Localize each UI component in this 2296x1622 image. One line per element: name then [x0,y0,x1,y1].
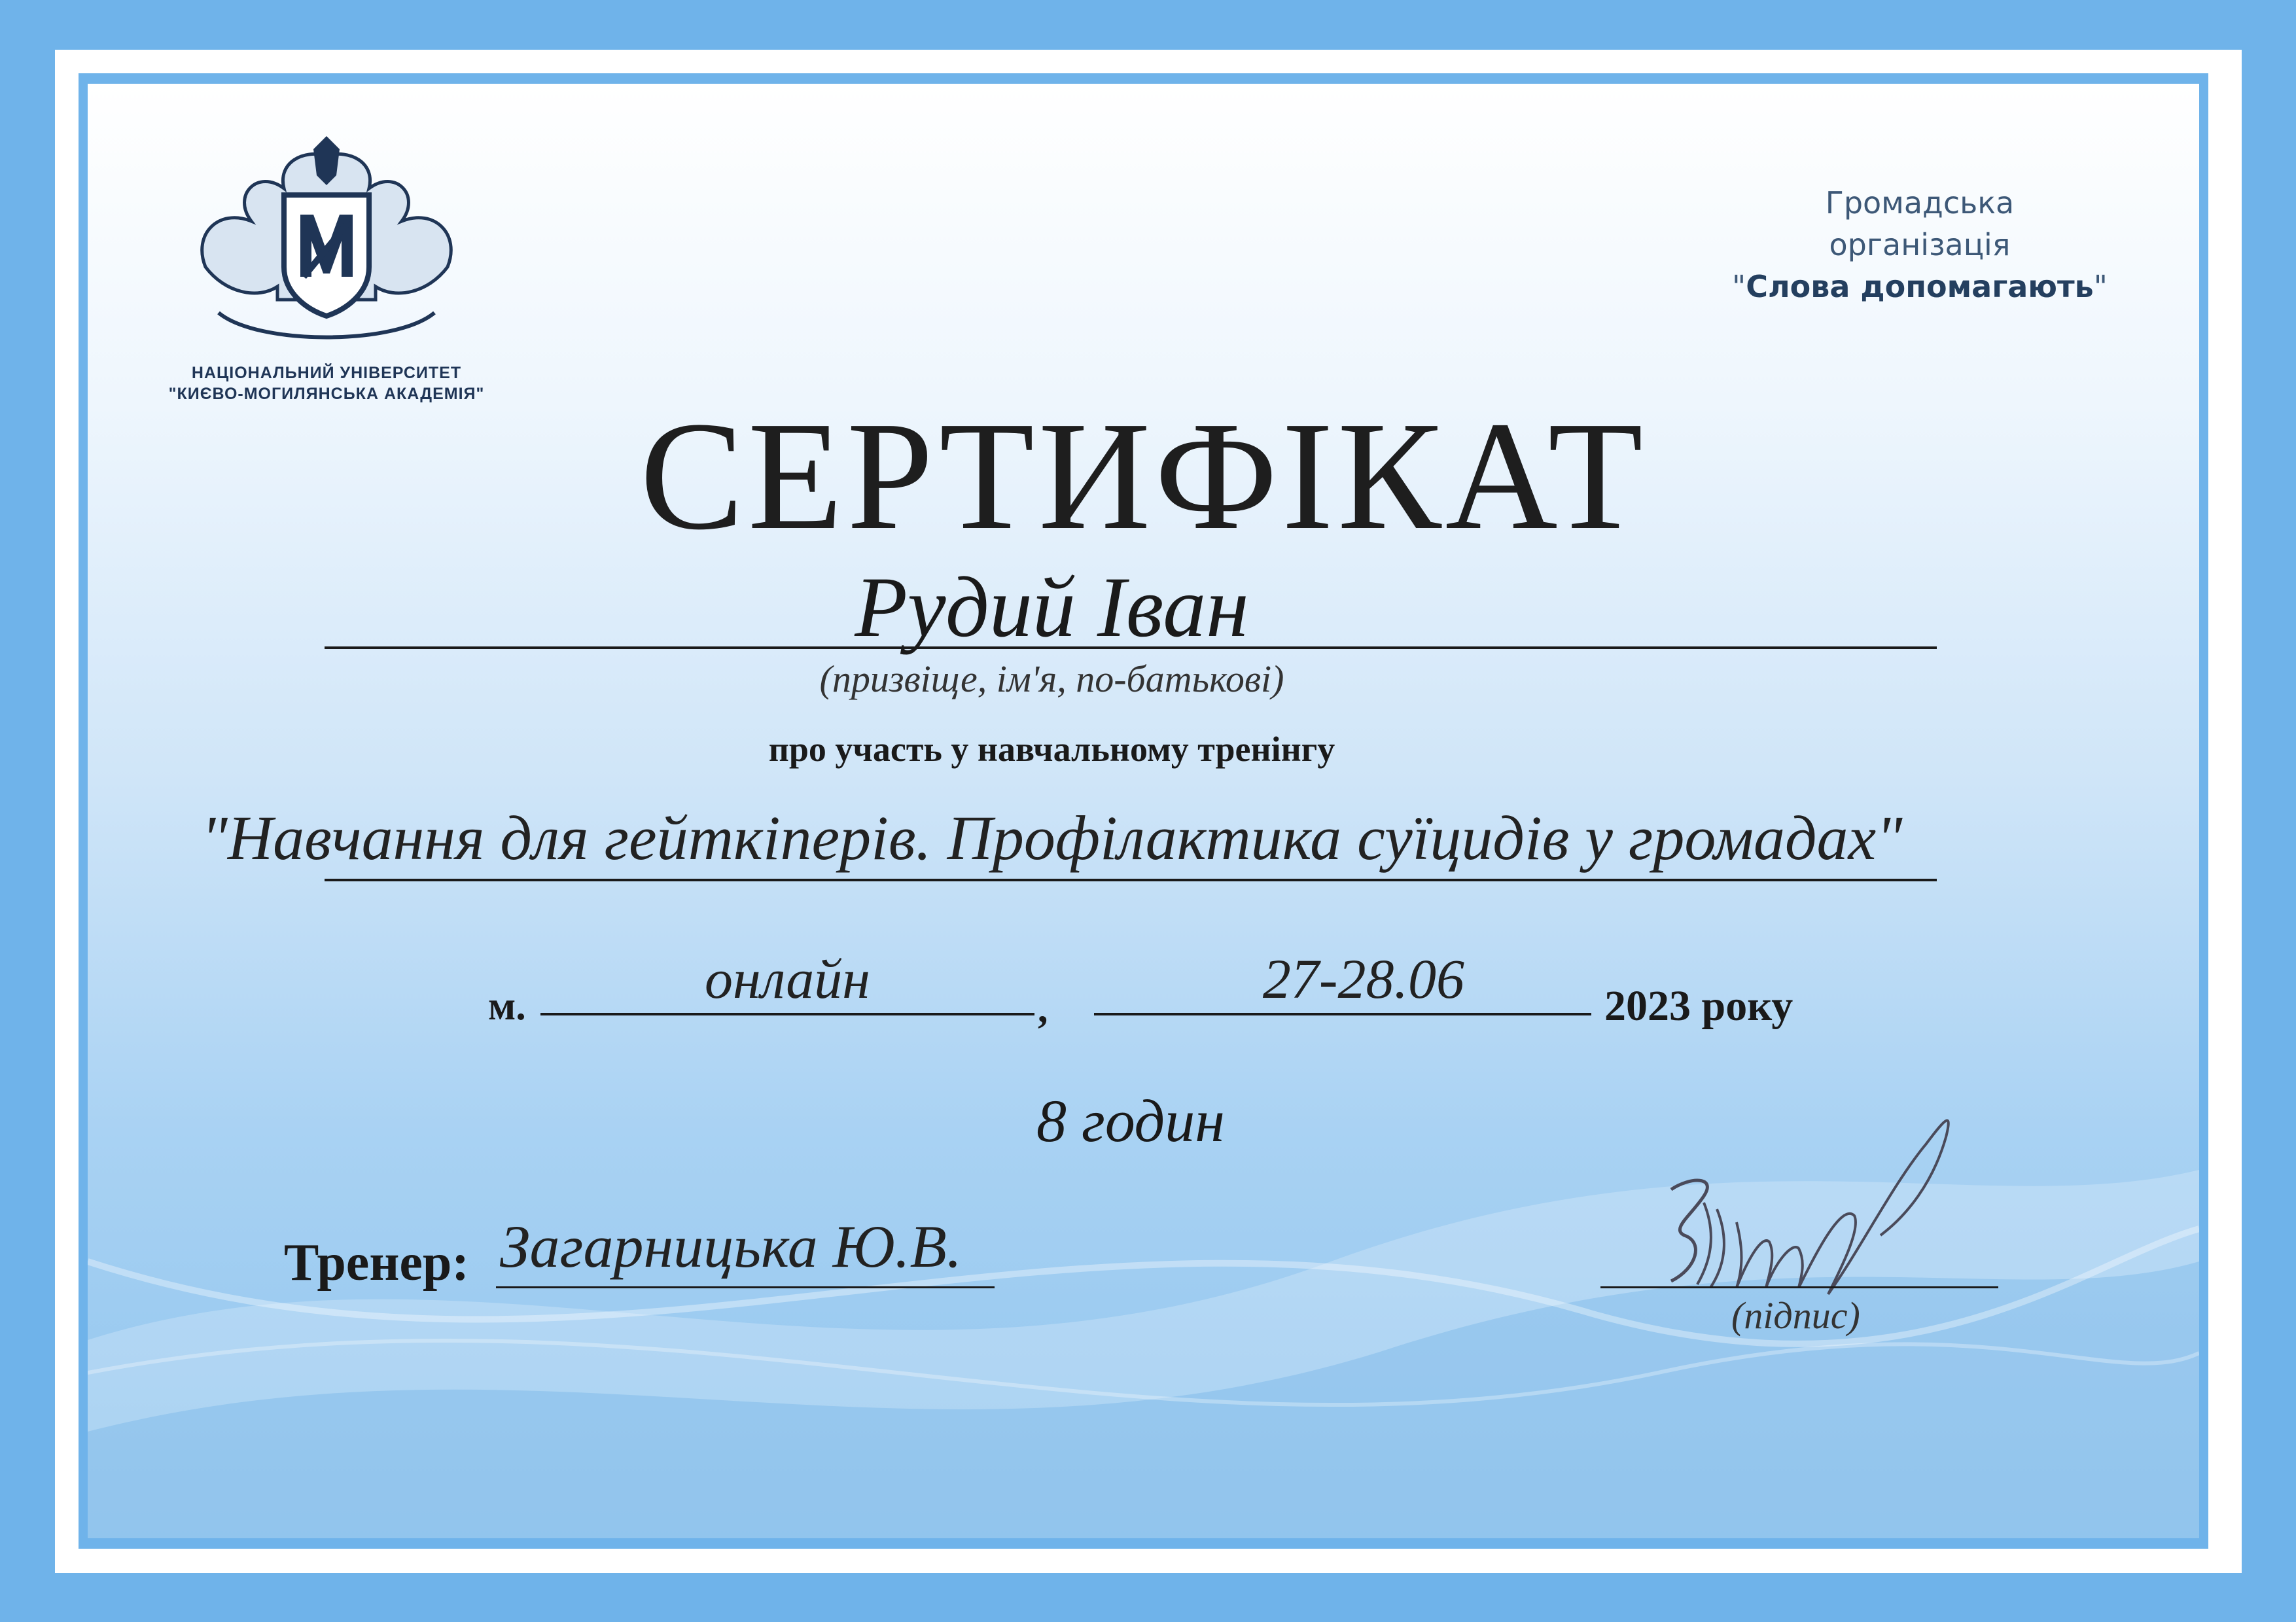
quote-close: " [2093,269,2108,304]
place-prefix: м. [488,984,526,1029]
certificate-card [88,84,2199,1538]
place-value: онлайн [705,947,870,1010]
trainer-name: Загарницька Ю.В. [500,1213,962,1280]
trainer-underline [496,1286,995,1288]
certificate-title: СЕРТИФІКАТ [639,390,1648,562]
university-crest-icon [179,136,474,359]
signature-caption: (підпис) [1731,1294,1860,1337]
quote-open: " [1732,269,1746,304]
trainer-label: Тренер: [284,1234,470,1292]
date-underline [1094,1013,1591,1015]
duration: 8 годин [1036,1087,1225,1154]
place-underline [540,1013,1034,1015]
training-title-underline [325,879,1937,881]
recipient-name: Рудий Іван [855,559,1249,655]
organization-line2: організація [1829,227,2011,262]
organization-name-line [1691,266,2149,308]
recipient-caption: (призвіще, ім'я, по-батькові) [819,658,1284,700]
place-comma: , [1038,987,1048,1031]
date-value: 27-28.06 [1262,947,1465,1010]
recipient-caption-wrap [88,653,2199,705]
signature-underline [1600,1286,1998,1288]
university-name-line1: НАЦІОНАЛЬНИЙ УНІВЕРСИТЕТ [191,364,462,382]
signature-image [1645,1104,2011,1314]
organization-name: Слова допомагають [1746,269,2094,304]
university-name-line2: "КИЄВО-МОГИЛЯНСЬКА АКАДЕМІЯ" [168,385,485,403]
organization-line1: Громадська [1825,185,2015,220]
organization-block [1691,182,2149,308]
training-title-wrap [88,796,2199,881]
participation-text: про участь у навчальному тренінгу [768,730,1335,769]
participation-text-wrap [88,726,2199,772]
recipient-name-underline [325,646,1937,649]
training-title: "Навчання для гейткіперів. Профілактика суїцидів у громадах" [201,803,1903,873]
recipient-name-wrap [88,555,2199,660]
date-suffix: 2023 року [1604,982,1793,1030]
